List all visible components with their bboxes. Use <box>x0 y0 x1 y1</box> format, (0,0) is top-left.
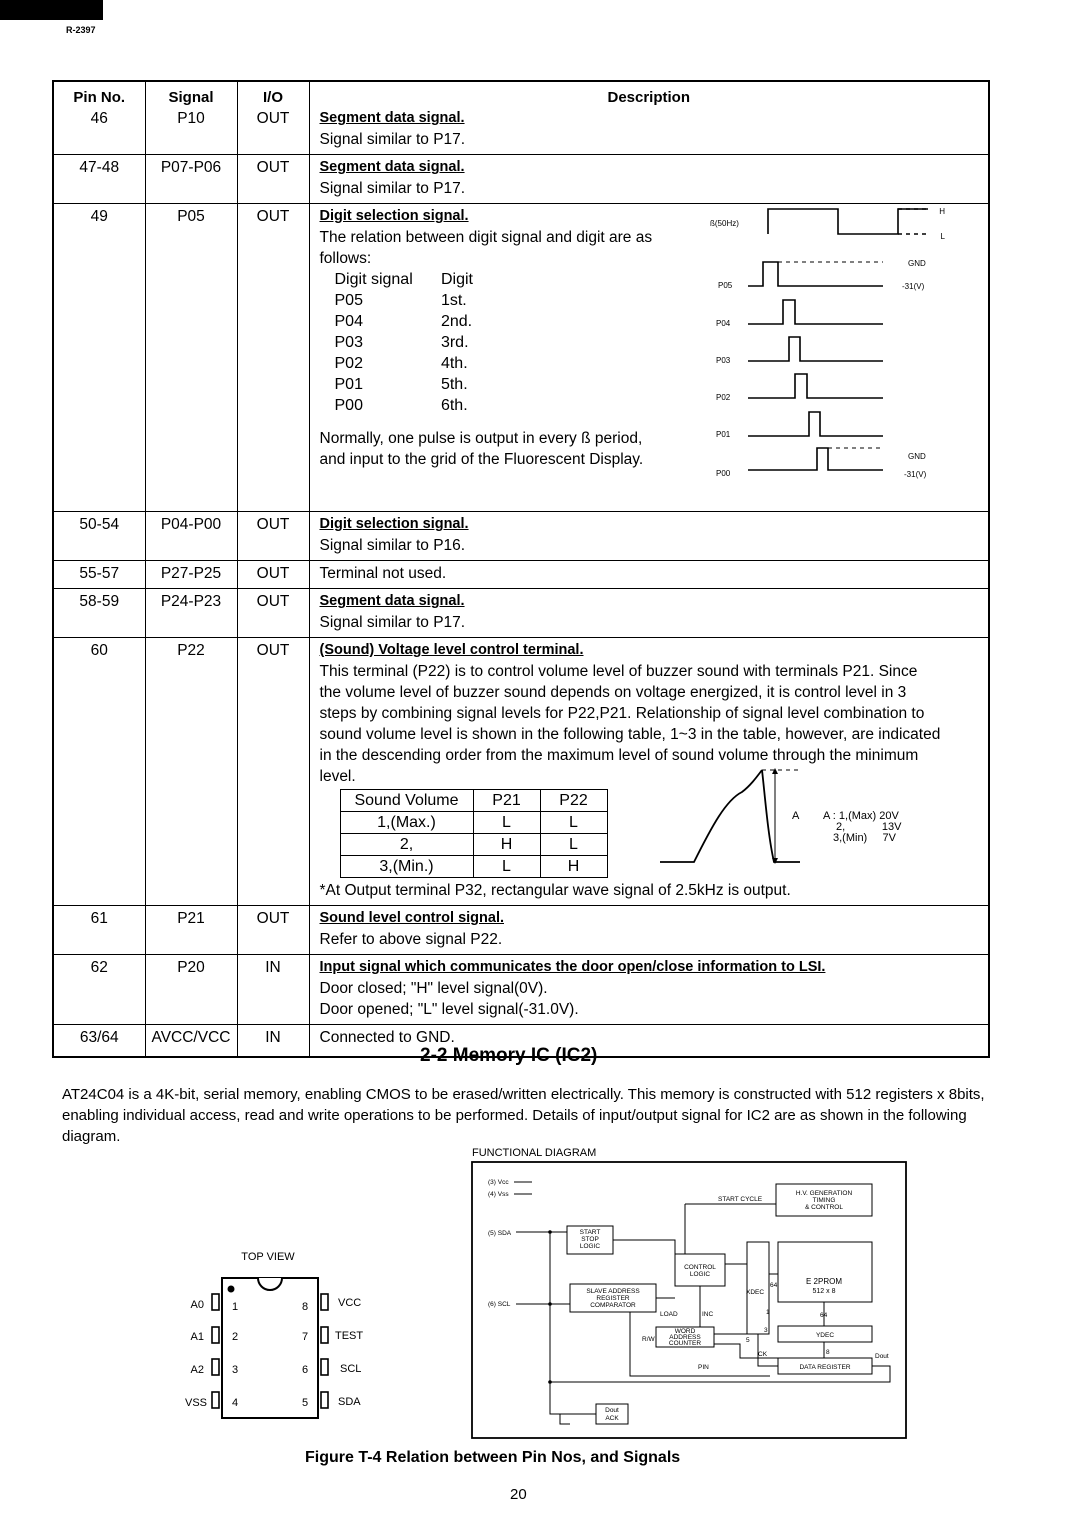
io: OUT <box>237 204 309 512</box>
rw-label: R/W <box>642 1336 655 1343</box>
load-label: LOAD <box>660 1311 678 1318</box>
amplitude-label: A <box>791 810 799 822</box>
volume-header: P22 <box>540 790 607 812</box>
description-line: Signal similar to P17. <box>319 614 466 631</box>
signal: P10 <box>145 106 237 155</box>
header-pin-no: Pin No. <box>53 81 145 106</box>
signal: P22 <box>145 638 237 906</box>
io: OUT <box>237 906 309 955</box>
inc-label: INC <box>702 1311 714 1318</box>
pin-no: 47-48 <box>53 155 145 204</box>
description <box>309 638 989 906</box>
digit-signal: P01 <box>334 376 363 393</box>
description-line: level. <box>319 768 356 785</box>
pin-name: VSS <box>184 1397 207 1409</box>
pin-number: 4 <box>232 1397 239 1409</box>
description-title: Digit selection signal. <box>319 208 469 224</box>
slave-address-label: SLAVE ADDRESS <box>586 1288 640 1295</box>
signal: P20 <box>145 955 237 1025</box>
hv-generation-label: TIMING <box>812 1197 836 1204</box>
description <box>309 955 989 1025</box>
description-title: Segment data signal. <box>319 110 465 126</box>
signal: P04-P00 <box>145 512 237 561</box>
pin-no: 50-54 <box>53 512 145 561</box>
description <box>309 106 989 155</box>
gnd-label: GND <box>907 259 926 268</box>
description-line: the volume level of buzzer sound depends on voltage energized, it is control level in 3 <box>319 684 907 701</box>
timing-signal-label: P03 <box>715 356 730 365</box>
pin-name: TEST <box>335 1330 364 1342</box>
volume-cell: 3,(Min.) <box>340 856 473 878</box>
table-row <box>53 106 989 155</box>
top-view-pinout <box>180 1244 380 1424</box>
pin-no: 58-59 <box>53 589 145 638</box>
description-line: This terminal (P22) is to control volume level of buzzer sound with terminals P21. Since <box>319 663 918 680</box>
pin-number: 5 <box>302 1397 309 1409</box>
digit-value: 6th. <box>440 397 468 414</box>
top-view-title: TOP VIEW <box>241 1251 295 1263</box>
description-line: Connected to GND. <box>319 1029 455 1046</box>
description-line: The relation between digit signal and digit are as <box>319 229 653 246</box>
description-title: Segment data signal. <box>319 159 465 175</box>
description <box>309 906 989 955</box>
description <box>309 204 989 512</box>
io: IN <box>237 1025 309 1057</box>
digit-table <box>335 269 485 416</box>
digit-timing-diagram <box>708 204 948 504</box>
description-line: *At Output terminal P32, rectangular wave signal of 2.5kHz is output. <box>319 882 791 899</box>
pin-name: VCC <box>338 1297 362 1309</box>
description <box>309 512 989 561</box>
description-line: Refer to above signal P22. <box>319 931 503 948</box>
count-label: 64 <box>770 1282 778 1289</box>
figure-caption: Figure T-4 Relation between Pin Nos, and Signals <box>305 1449 681 1466</box>
neg-voltage-label: -31(V) <box>901 282 924 291</box>
table-row <box>53 155 989 204</box>
word-address-label: ADDRESS <box>669 1334 701 1341</box>
volume-waveform <box>650 766 940 876</box>
digit-header: Digit signal <box>334 271 413 288</box>
pin-name: SDA <box>338 1396 361 1408</box>
pin-table <box>52 80 990 1058</box>
digit-value: 1st. <box>440 292 467 309</box>
digit-header: Digit <box>440 271 473 288</box>
digit-value: 5th. <box>440 376 468 393</box>
header-signal: Signal <box>145 81 237 106</box>
volume-header: P21 <box>473 790 540 812</box>
pin-number: 7 <box>302 1331 309 1343</box>
description-title: (Sound) Voltage level control terminal. <box>319 642 584 658</box>
control-logic-label: CONTROL <box>684 1264 716 1271</box>
description-title: Input signal which communicates the door open/close information to LSI. <box>319 959 826 975</box>
vss-pin-label: (4) Vss <box>488 1191 509 1198</box>
pin-label: PIN <box>698 1364 709 1371</box>
timing-signal-label: P00 <box>715 469 730 478</box>
digit-signal: P03 <box>334 334 363 351</box>
count-label: 1 <box>766 1309 770 1316</box>
control-logic-label: LOGIC <box>689 1271 711 1278</box>
digit-value: 2nd. <box>440 313 473 330</box>
start-stop-label: STOP <box>581 1236 599 1243</box>
start-stop-label: LOGIC <box>579 1243 601 1250</box>
signal: P27-P25 <box>145 561 237 589</box>
dout-label: Dout <box>875 1353 889 1360</box>
description <box>309 155 989 204</box>
word-address-label: WORD <box>674 1328 696 1335</box>
header-description: Description <box>607 89 690 106</box>
digit-signal: P00 <box>334 397 363 414</box>
timing-signal-label: P05 <box>717 281 732 290</box>
timing-signal-label: P02 <box>715 393 730 402</box>
digit-value: 3rd. <box>440 334 469 351</box>
digit-signal: P05 <box>334 292 363 309</box>
pin-name: A2 <box>190 1364 204 1376</box>
io: OUT <box>237 638 309 906</box>
header-io: I/O <box>237 81 309 106</box>
pin-no: 60 <box>53 638 145 906</box>
table-row <box>53 955 989 1025</box>
section-title: 2-2 Memory IC (IC2) <box>420 1045 598 1066</box>
dout-ack-label: ACK <box>605 1415 619 1422</box>
header-black-bar <box>0 0 103 20</box>
timing-signal-label: P04 <box>715 319 730 328</box>
beta-label: ß(50Hz) <box>709 219 739 228</box>
description-line: sound volume level is shown in the following table, 1~3 in the table, however, are indicated <box>319 726 941 743</box>
table-row <box>53 561 989 589</box>
table-row <box>53 589 989 638</box>
description <box>309 561 989 589</box>
signal: P21 <box>145 906 237 955</box>
pin-number: 6 <box>302 1364 309 1376</box>
pin-number: 8 <box>302 1301 309 1313</box>
ydec-label: YDEC <box>815 1332 835 1339</box>
pin-number: 2 <box>232 1331 239 1343</box>
description-title: Segment data signal. <box>319 593 465 609</box>
volume-cell: L <box>473 856 540 878</box>
io: OUT <box>237 155 309 204</box>
volume-cell: 2, <box>340 834 473 856</box>
signal: AVCC/VCC <box>145 1025 237 1057</box>
description-line: Terminal not used. <box>319 565 447 582</box>
model-number: R-2397 <box>66 25 96 35</box>
description-line: follows: <box>319 250 372 267</box>
dout-ack-label: Dout <box>605 1407 619 1414</box>
volume-cell: L <box>540 834 607 856</box>
neg-voltage-label: -31(V) <box>903 470 926 479</box>
voltage-level: 3,(Min) 7V <box>832 832 896 844</box>
signal: P05 <box>145 204 237 512</box>
pin-name: A0 <box>190 1299 204 1311</box>
start-stop-label: START <box>579 1229 601 1236</box>
xdec-label: XDEC <box>746 1289 765 1296</box>
io: OUT <box>237 512 309 561</box>
volume-cell: H <box>540 856 607 878</box>
eprom-label: E 2PROM <box>805 1277 843 1286</box>
digit-signal: P02 <box>334 355 363 372</box>
description-line: Normally, one pulse is output in every ß period, <box>319 430 643 447</box>
low-label: L <box>940 232 945 241</box>
description <box>309 589 989 638</box>
page-number: 20 <box>510 1486 527 1503</box>
io: IN <box>237 955 309 1025</box>
voltage-level: A : 1,(Max) 20V <box>822 810 899 822</box>
slave-address-label: REGISTER <box>596 1295 630 1302</box>
description-line: Door opened; "L" level signal(-31.0V). <box>319 1001 579 1018</box>
table-row <box>53 906 989 955</box>
volume-table <box>340 789 608 878</box>
scl-pin-label: (6) SCL <box>488 1301 511 1308</box>
pin-name: SCL <box>340 1363 362 1375</box>
pin-name: A1 <box>190 1331 204 1343</box>
description-line: Signal similar to P17. <box>319 131 466 148</box>
table-row <box>53 512 989 561</box>
description-line: Signal similar to P17. <box>319 180 466 197</box>
io: OUT <box>237 106 309 155</box>
volume-cell: 1,(Max.) <box>340 812 473 834</box>
table-header-row <box>53 81 989 106</box>
timing-signal-label: P01 <box>715 430 730 439</box>
slave-address-label: COMPARATOR <box>590 1302 636 1309</box>
data-register-label: DATA REGISTER <box>799 1364 851 1371</box>
sda-pin-label: (5) SDA <box>488 1230 512 1237</box>
count-label: 3 <box>764 1327 768 1334</box>
description-line: in the descending order from the maximum level of sound volume through the minimum <box>319 747 919 764</box>
ck-label: CK <box>758 1351 768 1358</box>
vcc-pin-label: (3) Vcc <box>488 1179 509 1186</box>
functional-diagram <box>470 1144 910 1442</box>
volume-header: Sound Volume <box>340 790 473 812</box>
hv-generation-label: & CONTROL <box>805 1204 843 1211</box>
pin-no: 61 <box>53 906 145 955</box>
description-line: Signal similar to P16. <box>319 537 466 554</box>
functional-diagram-title: FUNCTIONAL DIAGRAM <box>472 1147 597 1159</box>
count-label: 64 <box>820 1312 828 1319</box>
voltage-level: 2, 13V <box>835 821 901 833</box>
word-address-label: COUNTER <box>668 1340 702 1347</box>
gnd-label: GND <box>907 452 926 461</box>
description-line: steps by combining signal levels for P22,P21. Relationship of signal level combination to <box>319 705 925 722</box>
pin-no: 55-57 <box>53 561 145 589</box>
volume-cell: L <box>540 812 607 834</box>
high-label: H <box>938 207 945 216</box>
section-paragraph: AT24C04 is a 4K-bit, serial memory, enabling CMOS to be erased/written electrically. This memory is constructed with 512 registers x 8bits, enabling individual access, read and write operations to be performed. Details of input/output signal for IC2 are as shown in the following diagram. <box>62 1086 985 1145</box>
count-label: 5 <box>746 1337 750 1344</box>
pin-no: 63/64 <box>53 1025 145 1057</box>
pin-no: 62 <box>53 955 145 1025</box>
io: OUT <box>237 589 309 638</box>
hv-generation-label: H.V. GENERATION <box>795 1190 853 1197</box>
description-line: Door closed; "H" level signal(0V). <box>319 980 548 997</box>
description <box>309 1025 989 1057</box>
table-row <box>53 204 989 512</box>
eprom-size-label: 512 x 8 <box>812 1288 836 1295</box>
io: OUT <box>237 561 309 589</box>
volume-cell: H <box>473 834 540 856</box>
pin-number: 1 <box>232 1301 239 1313</box>
count-label: 8 <box>826 1349 830 1356</box>
signal: P24-P23 <box>145 589 237 638</box>
pin-no: 49 <box>53 204 145 512</box>
start-cycle-label: START CYCLE <box>718 1196 763 1203</box>
digit-signal: P04 <box>334 313 363 330</box>
description-line: and input to the grid of the Fluorescent Display. <box>319 451 644 468</box>
digit-value: 4th. <box>440 355 468 372</box>
pin-no: 46 <box>53 106 145 155</box>
table-row <box>53 638 989 906</box>
signal: P07-P06 <box>145 155 237 204</box>
pin-number: 3 <box>232 1364 239 1376</box>
description-title: Digit selection signal. <box>319 516 469 532</box>
description-title: Sound level control signal. <box>319 910 504 926</box>
volume-cell: L <box>473 812 540 834</box>
